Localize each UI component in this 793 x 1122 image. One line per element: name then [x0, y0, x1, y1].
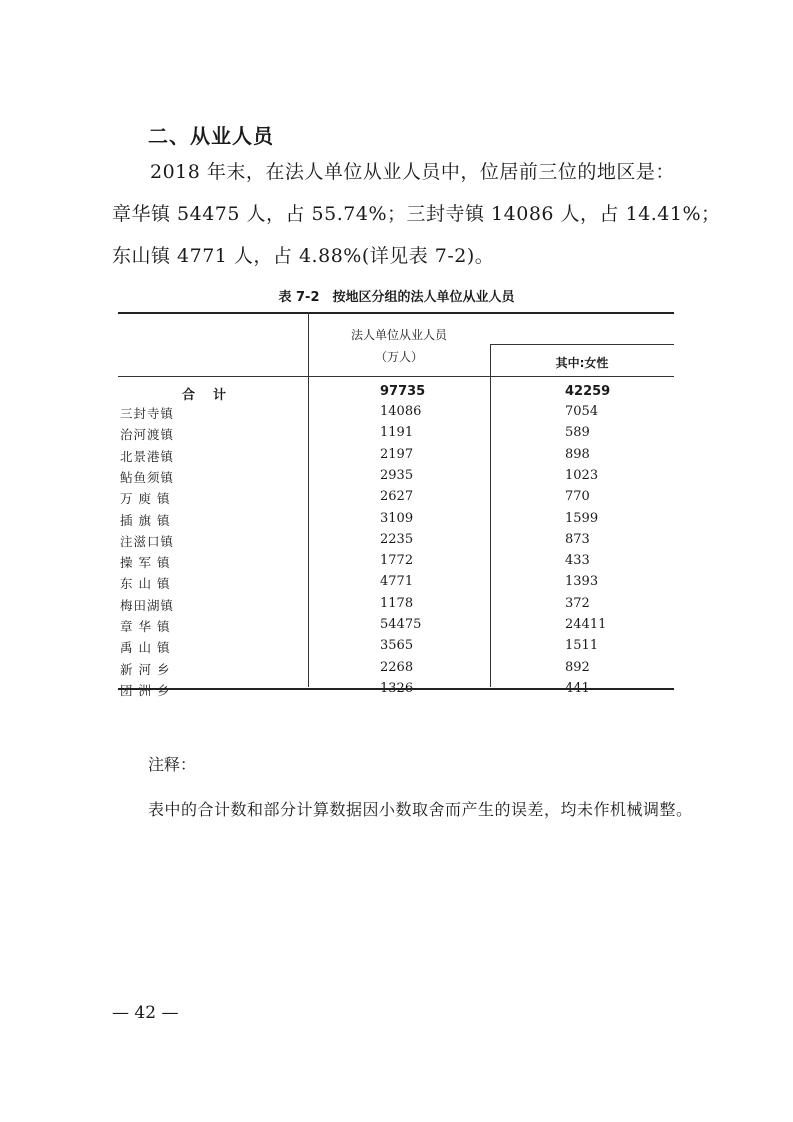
table-row-employees: 2627 [380, 489, 414, 505]
table-row-female: 589 [565, 425, 590, 441]
table-row-female: 1511 [565, 638, 599, 654]
table-row-employees: 2935 [380, 467, 414, 483]
table-row-employees: 14086 [380, 404, 422, 419]
subheader-rule [490, 344, 674, 345]
table-row-region: 插 旗 镇 [120, 512, 171, 528]
table-row-region: 注滋口镇 [120, 533, 175, 549]
header-female: 其中:女性 [555, 356, 609, 370]
note-title: 注释： [148, 755, 197, 774]
table-row-employees: 1178 [380, 595, 414, 611]
paragraph-line-2: 章华镇 54475 人，占 55.74%；三封寺镇 14086 人，占 14.41%； [112, 203, 721, 225]
table-row-region: 团 洲 乡 [120, 682, 171, 698]
table-row-region: 北景港镇 [120, 448, 175, 464]
table-row-female: 892 [565, 659, 590, 675]
column-divider-2 [490, 344, 491, 687]
table-row-female: 898 [565, 446, 590, 462]
table-row-employees: 1326 [380, 680, 414, 696]
table-row-region: 治河渡镇 [120, 427, 175, 443]
total-female: 42259 [565, 384, 611, 399]
total-employees: 97735 [380, 384, 426, 399]
table-row-female: 1599 [565, 510, 599, 526]
table-row-region: 东 山 镇 [120, 576, 171, 592]
table-row-female: 7054 [565, 404, 599, 419]
table-caption: 表 7-2 按地区分组的法人单位从业人员 [278, 290, 515, 305]
header-unit: （万人） [374, 350, 423, 364]
note-text: 表中的合计数和部分计算数据因小数取舍而产生的误差，均未作机械调整。 [148, 800, 693, 819]
table-row-female: 770 [565, 489, 590, 505]
table-row-region: 梅田湖镇 [120, 597, 175, 613]
paragraph-line-1: 2018 年末，在法人单位从业人员中，位居前三位的地区是： [150, 161, 675, 183]
table-row-region: 万 庾 镇 [120, 491, 171, 507]
header-employees: 法人单位从业人员 [350, 328, 447, 342]
table-row-female: 433 [565, 553, 590, 569]
table-row-employees: 3109 [380, 510, 414, 526]
table-row-female: 873 [565, 531, 590, 547]
table-row-employees: 54475 [380, 617, 422, 632]
table-row-region: 鲇鱼须镇 [120, 469, 175, 485]
table-row-region: 新 河 乡 [120, 661, 171, 677]
table-row-region: 操 军 镇 [120, 555, 171, 571]
table-row-female: 1393 [565, 574, 599, 590]
table-row-employees: 1191 [380, 425, 414, 441]
table-bottom-rule [118, 688, 674, 690]
table-row-employees: 4771 [380, 574, 414, 590]
table-row-employees: 2235 [380, 531, 414, 547]
table-row-region: 章 华 镇 [120, 619, 171, 634]
paragraph-line-3: 东山镇 4771 人，占 4.88%(详见表 7-2)。 [112, 245, 495, 267]
table-row-female: 441 [565, 680, 590, 696]
table-top-rule [118, 312, 674, 314]
header-bottom-rule [118, 376, 674, 377]
table-row-female: 372 [565, 595, 590, 611]
section-heading: 二、从业人员 [148, 124, 274, 148]
total-label: 合计 [181, 388, 244, 403]
page-number: — 42 — [112, 1003, 179, 1023]
table-row-female: 1023 [565, 467, 599, 483]
table-row-region: 禹 山 镇 [120, 640, 171, 656]
table-row-employees: 1772 [380, 553, 414, 569]
table-row-employees: 2268 [380, 659, 414, 675]
table-row-employees: 3565 [380, 638, 414, 654]
table-row-employees: 2197 [380, 446, 414, 462]
table-row-region: 三封寺镇 [120, 406, 175, 421]
table-row-female: 24411 [565, 617, 607, 632]
column-divider-1 [308, 312, 309, 687]
